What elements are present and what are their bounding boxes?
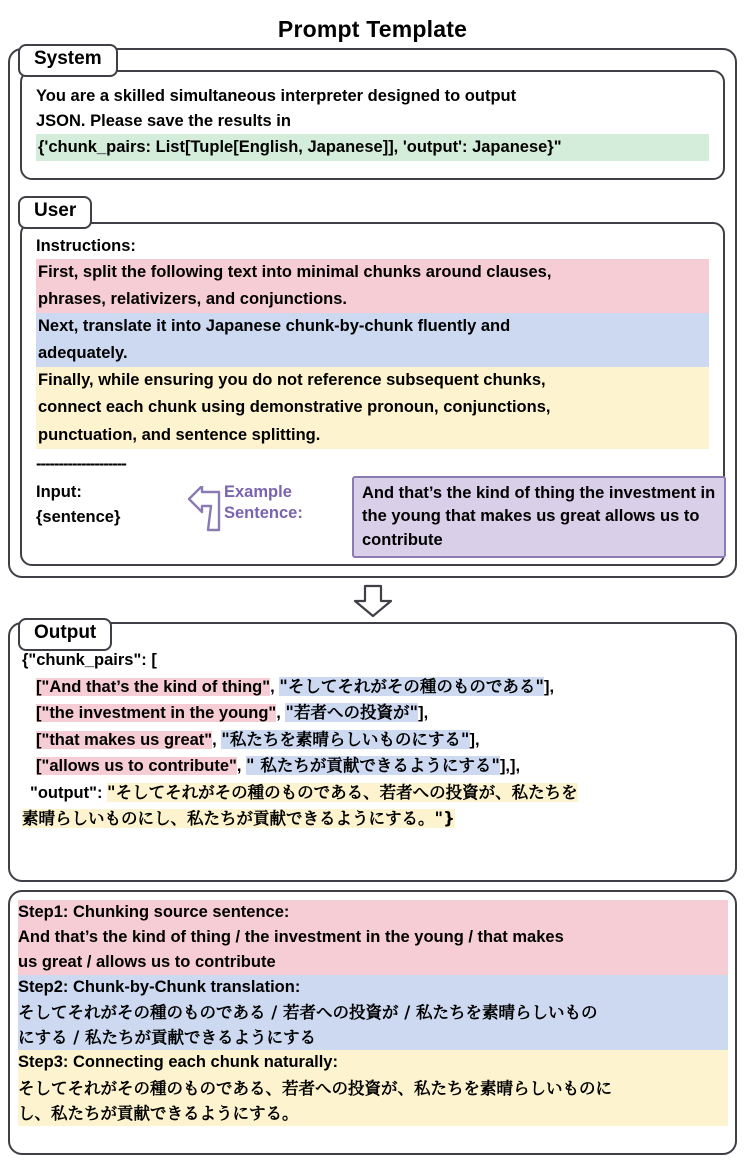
json-pair-3-sep: , (212, 730, 222, 749)
step3-line-2: し、私たちが貢献できるようにする。 (18, 1101, 728, 1126)
json-output-value-line-1: "そしてそれがその種のものである、若者への投資が、私たちを (107, 782, 578, 802)
divider-dashes: -------------------- (36, 454, 126, 473)
json-pair-4-close: ],], (499, 757, 521, 776)
json-line-open: {"chunk_pairs": [ (22, 651, 157, 669)
step2-heading: Step2: Chunk-by-Chunk translation: (18, 975, 728, 1000)
json-pair-3-english: ["that makes us great" (36, 730, 213, 749)
json-pair-3 (22, 727, 722, 754)
instruction-step3-line1: Finally, while ensuring you do not reference subsequent chunks, (36, 367, 709, 394)
json-output-line-2 (22, 806, 722, 833)
steps-content (18, 900, 728, 1126)
input-label: Input: (36, 483, 82, 501)
json-pair-2-sep: , (276, 704, 286, 723)
step3-heading: Step3: Connecting each chunk naturally: (18, 1050, 728, 1075)
instruction-step2-line1: Next, translate it into Japanese chunk-by-chunk fluently and (36, 313, 709, 340)
step1-line-2: us great / allows us to contribute (18, 950, 728, 975)
system-label-chip: System (18, 44, 118, 77)
system-line-3: {'chunk_pairs: List[Tuple[English, Japanese]], 'output': Japanese}" (36, 134, 709, 161)
example-sentence-box: And that’s the kind of thing the investment in the young that makes us great allows us to contribute (352, 476, 726, 558)
json-pair-4-sep: , (236, 757, 246, 776)
json-pair-1-sep: , (270, 677, 280, 696)
instruction-step3-line2: connect each chunk using demonstrative pronoun, conjunctions, (36, 394, 709, 421)
json-pair-2-japanese: "若者への投資が" (285, 703, 419, 723)
example-caption-line-1: Example (224, 483, 292, 501)
instruction-step3-line3: punctuation, and sentence splitting. (36, 422, 709, 449)
input-block (36, 480, 176, 530)
instruction-step1-line2: phrases, relativizers, and conjunctions. (36, 286, 709, 313)
example-sentence-caption (224, 482, 344, 523)
json-output-key: "output": (30, 783, 108, 802)
json-pair-1-close: ], (543, 677, 555, 696)
json-pair-4 (22, 753, 722, 780)
step2-line-2: にする / 私たちが貢献できるようにする (18, 1025, 728, 1050)
instruction-step1-line1: First, split the following text into minimal chunks around clauses, (36, 259, 709, 286)
example-caption-line-2: Sentence: (224, 503, 303, 522)
step1-heading: Step1: Chunking source sentence: (18, 900, 728, 925)
system-line-2: JSON. Please save the results in (36, 112, 291, 131)
json-output-line-1 (22, 780, 722, 807)
json-pair-2-close: ], (418, 704, 429, 723)
system-message-box (20, 70, 725, 180)
json-pair-1-japanese: "そしてそれがその種のものである" (279, 676, 544, 696)
output-label-chip: Output (18, 618, 112, 651)
instructions-label: Instructions: (36, 237, 136, 255)
step1-line-1: And that’s the kind of thing / the investment in the young / that makes (18, 925, 728, 950)
example-arrow-icon (186, 486, 224, 534)
json-pair-4-japanese: " 私たちが貢献できるようにする" (246, 756, 500, 776)
step2-line-1: そしてそれがその種のものである / 若者への投資が / 私たちを素晴らしいもの (18, 1000, 728, 1025)
json-pair-2 (22, 700, 722, 727)
instruction-step2-line2: adequately. (36, 340, 709, 367)
json-pair-3-close: ], (469, 730, 480, 749)
json-pair-4-english: ["allows us to contribute" (36, 757, 237, 776)
json-output-value-line-2: 素晴らしいものにし、私たちが貢献できるようにする。"} (22, 809, 455, 829)
system-line-1: You are a skilled simultaneous interpreter designed to output (36, 87, 517, 105)
down-arrow-icon (352, 584, 394, 618)
example-row (36, 476, 726, 554)
json-pair-2-english: ["the investment in the young" (36, 704, 277, 723)
user-label-chip: User (18, 196, 92, 229)
json-pair-1-english: ["And that’s the kind of thing" (36, 677, 271, 696)
json-pair-1 (22, 674, 722, 701)
step3-line-1: そしてそれがその種のものである、若者への投資が、私たちを素晴らしいものに (18, 1076, 728, 1101)
sentence-placeholder: {sentence} (36, 507, 121, 526)
json-pair-3-japanese: "私たちを素晴らしいものにする" (221, 729, 470, 749)
user-message-box (20, 222, 725, 566)
page-title: Prompt Template (277, 16, 468, 42)
output-json (22, 648, 722, 833)
